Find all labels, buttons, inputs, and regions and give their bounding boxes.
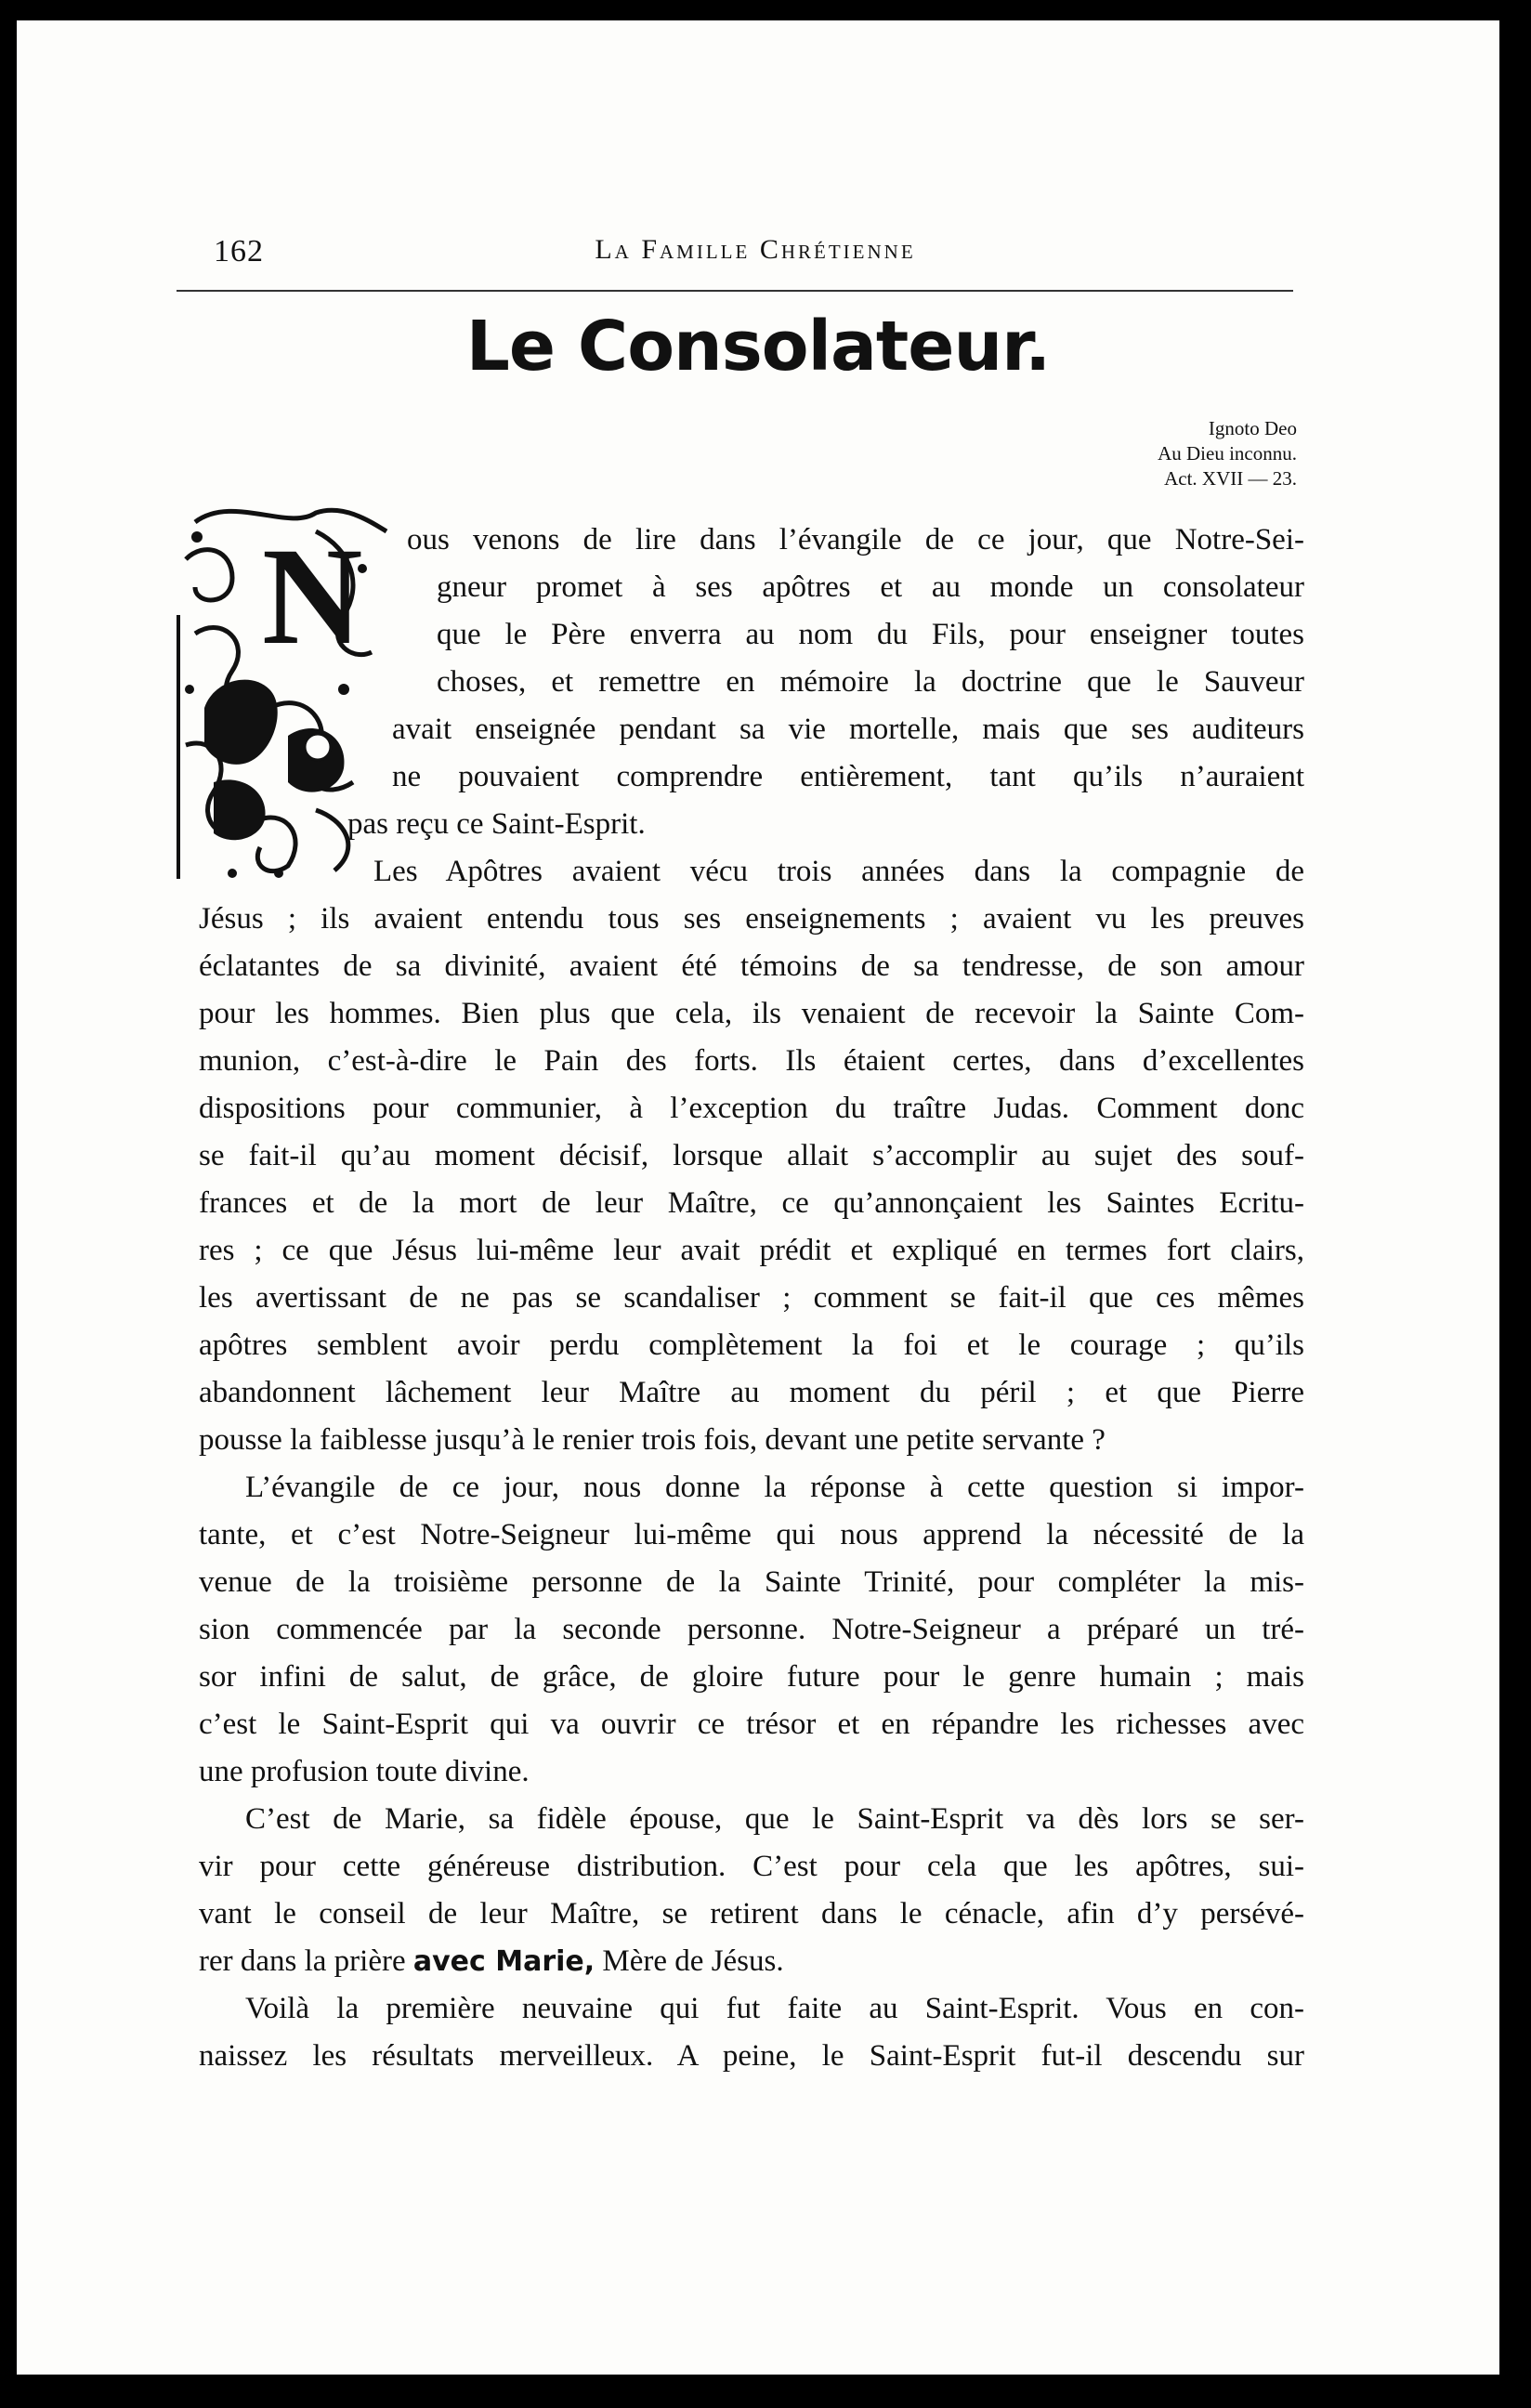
text-line: [199, 1944, 784, 1979]
text-line: Jésus ; ils avaient entendu tous ses enseignements ; avaient vu les preuves: [199, 902, 1304, 936]
text-line: sor infini de salut, de grâce, de gloire future pour le genre humain ; mais: [199, 1660, 1304, 1694]
text-line: L’évangile de ce jour, nous donne la réponse à cette question si impor-: [245, 1471, 1304, 1504]
epigraph-line: Au Dieu inconnu.: [1158, 442, 1297, 465]
text-line: que le Père enverra au nom du Fils, pour enseigner toutes: [437, 618, 1304, 651]
running-title: La Famille Chrétienne: [595, 234, 916, 265]
article-title: Le Consolateur.: [465, 307, 1051, 386]
text-line: se fait-il qu’au moment décisif, lorsque allait s’accomplir au sujet des souf-: [199, 1139, 1304, 1172]
text-line: Voilà la première neuvaine qui fut faite au Saint-Esprit. Vous en con-: [245, 1992, 1304, 2025]
text-line: venue de la troisième personne de la Sainte Trinité, pour compléter la mis-: [199, 1565, 1304, 1599]
text-line: gneur promet à ses apôtres et au monde un consolateur: [437, 570, 1304, 604]
text-line: dispositions pour communier, à l’exception du traître Judas. Comment donc: [199, 1092, 1304, 1125]
text-line: pousse la faiblesse jusqu’à le renier trois fois, devant une petite servante ?: [199, 1423, 1106, 1457]
text-line: une profusion toute divine.: [199, 1755, 530, 1788]
text-line: les avertissant de ne pas se scandaliser ; comment se fait-il que ces mêmes: [199, 1281, 1304, 1315]
epigraph-line: Ignoto Deo: [1208, 417, 1297, 439]
text-line: C’est de Marie, sa fidèle épouse, que le Saint-Esprit va dès lors se ser-: [245, 1802, 1304, 1836]
text-line: vant le conseil de leur Maître, se retirent dans le cénacle, afin d’y persévé-: [199, 1897, 1304, 1930]
text-line: res ; ce que Jésus lui-même leur avait prédit et expliqué en termes fort clairs,: [199, 1234, 1304, 1267]
text-line: naissez les résultats merveilleux. A peine, le Saint-Esprit fut-il descendu sur: [199, 2039, 1304, 2073]
text-line: abandonnent lâchement leur Maître au moment du péril ; et que Pierre: [199, 1376, 1304, 1409]
text-line: vir pour cette généreuse distribution. C’est pour cela que les apôtres, sui-: [199, 1850, 1304, 1883]
emphasis-text: avec Marie,: [412, 1945, 595, 1978]
text-line: c’est le Saint-Esprit qui va ouvrir ce trésor et en répandre les richesses avec: [199, 1708, 1304, 1741]
running-head: [214, 227, 1297, 275]
epigraph: [1158, 416, 1297, 491]
text-line: pas reçu ce Saint-Esprit.: [347, 807, 646, 841]
text-line: sion commencée par la seconde personne. Notre-Seigneur a préparé un tré-: [199, 1613, 1304, 1646]
text-line: pour les hommes. Bien plus que cela, ils venaient de recevoir la Sainte Com-: [199, 997, 1304, 1030]
text-line: frances et de la mort de leur Maître, ce qu’annonçaient les Saintes Ecritu-: [199, 1186, 1304, 1220]
text-line: apôtres semblent avoir perdu complètement la foi et le courage ; qu’ils: [199, 1328, 1304, 1362]
page: [17, 20, 1499, 2375]
dropcap-letter: N: [262, 519, 363, 674]
text-line: choses, et remettre en mémoire la doctrine que le Sauveur: [437, 665, 1304, 699]
text-line: ous venons de lire dans l’évangile de ce jour, que Notre-Sei-: [407, 523, 1304, 556]
page-number: 162: [214, 234, 264, 268]
text-line: éclatantes de sa divinité, avaient été témoins de sa tendresse, de son amour: [199, 949, 1304, 983]
text-line: Les Apôtres avaient vécu trois années dans la compagnie de: [373, 855, 1304, 888]
text-line: ne pouvaient comprendre entièrement, tant qu’ils n’auraient: [392, 760, 1304, 793]
text-span: rer dans la prière: [199, 1944, 413, 1978]
epigraph-line: Act. XVII — 23.: [1164, 467, 1297, 490]
text-line: tante, et c’est Notre-Seigneur lui-même qui nous apprend la nécessité de la: [199, 1518, 1304, 1551]
header-rule: [177, 290, 1293, 292]
text-line: munion, c’est-à-dire le Pain des forts. Ils étaient certes, dans d’excellentes: [199, 1044, 1304, 1078]
text-line: avait enseignée pendant sa vie mortelle, mais que ses auditeurs: [392, 713, 1304, 746]
text-span: Mère de Jésus.: [595, 1944, 784, 1978]
